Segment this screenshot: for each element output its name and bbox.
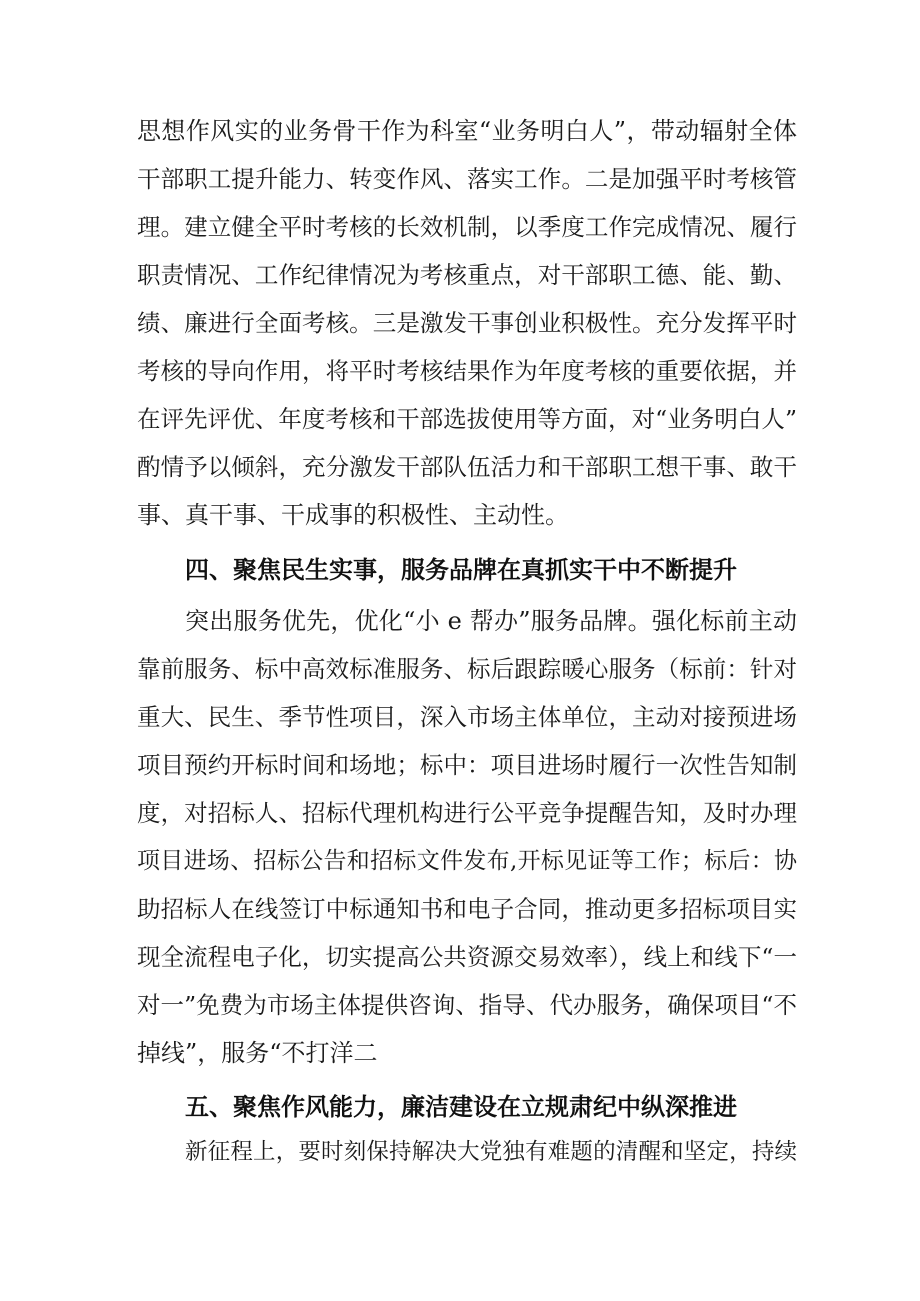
paragraph-line: 职责情况、工作纪律情况为考核重点，对干部职工德、能、勤、 xyxy=(137,261,797,289)
section-heading-4: 四、聚焦民生实事，服务品牌在真抓实干中不断提升 xyxy=(185,556,737,584)
paragraph-line: 现全流程电子化，切实提高公共资源交易效率），线上和线下“一 xyxy=(137,943,797,971)
paragraph-line: 在评先评优、年度考核和干部选拔使用等方面，对“业务明白人” xyxy=(137,405,797,433)
paragraph-line: 突出服务优先，优化“小 e 帮办”服务品牌。强化标前主动 xyxy=(185,607,797,635)
paragraph-line: 度，对招标人、招标代理机构进行公平竞争提醒告知，及时办理 xyxy=(137,799,797,827)
paragraph-line: 事、真干事、干成事的积极性、主动性。 xyxy=(137,501,569,529)
paragraph-line: 重大、民生、季节性项目，深入市场主体单位，主动对接预进场 xyxy=(137,703,797,731)
paragraph-line: 助招标人在线签订中标通知书和电子合同，推动更多招标项目实 xyxy=(137,895,797,923)
paragraph-line: 掉线”，服务“不打洋二 xyxy=(137,1039,378,1067)
paragraph-line: 项目预约开标时间和场地；标中：项目进场时履行一次性告知制 xyxy=(137,751,797,779)
paragraph-line: 酌情予以倾斜，充分激发干部队伍活力和干部职工想干事、敢干 xyxy=(137,453,797,481)
paragraph-line: 绩、廉进行全面考核。三是激发干事创业积极性。充分发挥平时 xyxy=(137,309,797,337)
section-heading-5: 五、聚焦作风能力，廉洁建设在立规肃纪中纵深推进 xyxy=(185,1093,737,1121)
paragraph-line: 对一”免费为市场主体提供咨询、指导、代办服务，确保项目“不 xyxy=(137,991,797,1019)
paragraph-line: 考核的导向作用，将平时考核结果作为年度考核的重要依据，并 xyxy=(137,357,797,385)
paragraph-line: 靠前服务、标中高效标准服务、标后跟踪暖心服务（标前：针对 xyxy=(137,655,797,683)
paragraph-line: 干部职工提升能力、转变作风、落实工作。二是加强平时考核管 xyxy=(137,165,797,193)
paragraph-line: 思想作风实的业务骨干作为科室“业务明白人”，带动辐射全体 xyxy=(137,117,797,145)
paragraph-line: 理。建立健全平时考核的长效机制，以季度工作完成情况、履行 xyxy=(137,213,797,241)
paragraph-line: 新征程上，要时刻保持解决大党独有难题的清醒和坚定，持续 xyxy=(185,1139,797,1165)
paragraph-line: 项目进场、招标公告和招标文件发布,开标见证等工作；标后：协 xyxy=(137,848,797,874)
